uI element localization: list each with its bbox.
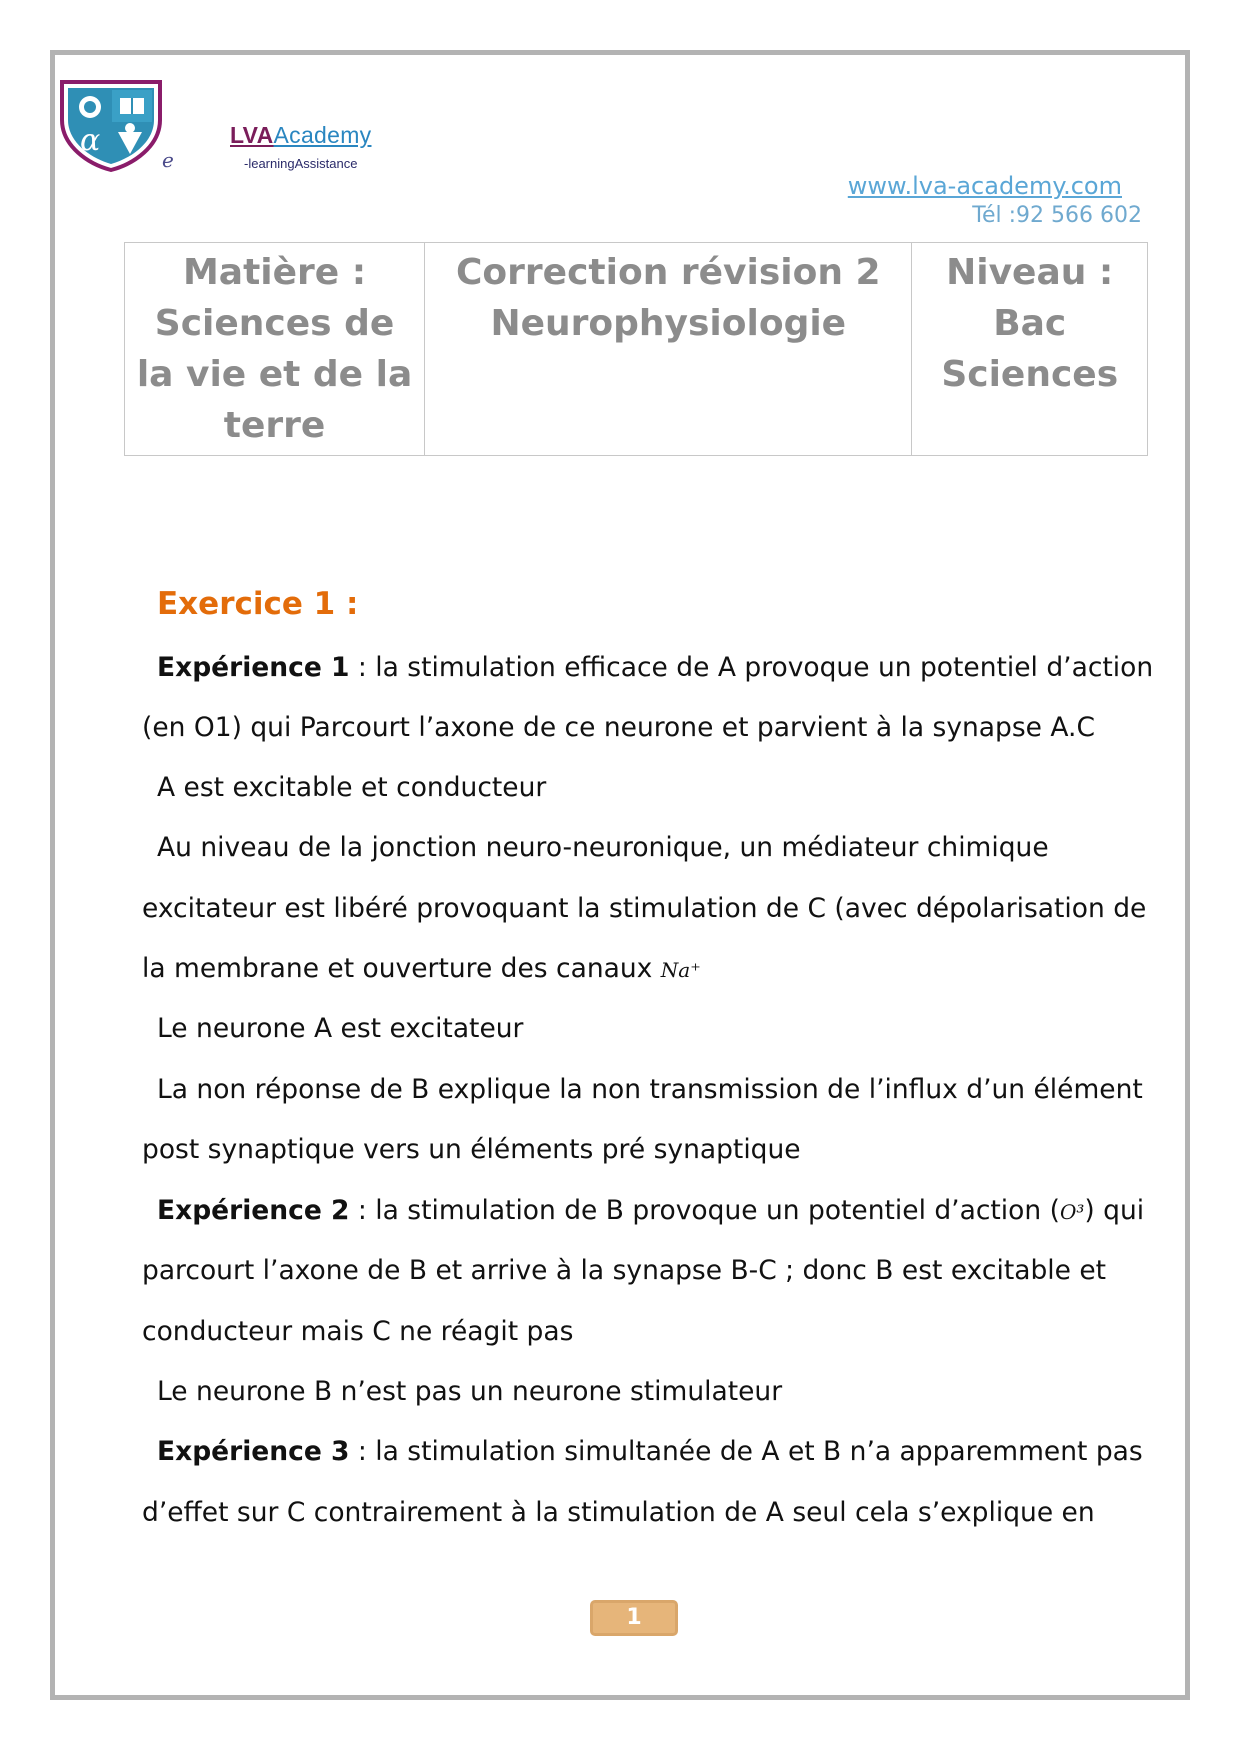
experience-2-text: : la stimulation de B provoque un potentiel d’action ( xyxy=(349,1195,1060,1226)
paragraph-line: Le neurone A est excitateur xyxy=(157,1013,524,1044)
phone-number: Tél :92 566 602 xyxy=(972,203,1142,228)
experience-3-text: : la stimulation simultanée de A et B n’a apparemment pas xyxy=(349,1436,1143,1467)
paragraph-line: Au niveau de la jonction neuro-neuronique, un médiateur chimique xyxy=(157,832,1049,863)
experience-1-text: : la stimulation efficace de A provoque un potentiel d’action xyxy=(349,652,1154,683)
subject-text: Matière : Sciences de la vie et de la terre xyxy=(136,252,413,446)
paragraph-line: (en O1) qui Parcourt l’axone de ce neurone et parvient à la synapse A.C xyxy=(142,712,1095,743)
experience-3-label: Expérience 3 xyxy=(157,1436,350,1467)
title-line-1: Correction révision 2 xyxy=(456,252,881,293)
paragraph-line: post synaptique vers un éléments pré synaptique xyxy=(142,1134,801,1165)
page-number-badge: 1 xyxy=(590,1600,678,1636)
experience-2-tail: ) qui xyxy=(1084,1195,1145,1226)
experience-2-label: Expérience 2 xyxy=(157,1195,350,1226)
experience-1-label: Expérience 1 xyxy=(157,652,350,683)
brand-academy: Academy xyxy=(273,122,372,148)
exercise-title: Exercice 1 : xyxy=(157,586,359,622)
brand-lva: LVA xyxy=(230,122,274,148)
svg-text:α: α xyxy=(80,123,101,158)
lva-academy-logo xyxy=(58,80,164,172)
title-cell xyxy=(425,243,912,456)
paragraph-line: Le neurone B n’est pas un neurone stimulateur xyxy=(157,1376,783,1407)
subject-cell xyxy=(125,243,425,456)
line-6-text: la membrane et ouverture des canaux xyxy=(142,953,661,984)
paragraph-line: conducteur mais C ne réagit pas xyxy=(142,1316,574,1347)
brand-name xyxy=(230,122,371,149)
header-table xyxy=(124,242,1148,456)
sodium-ion-formula: Na⁺ xyxy=(660,958,701,982)
level-text: Niveau : Bac Sciences xyxy=(941,252,1119,395)
brand-subtitle: -learningAssistance xyxy=(244,156,358,171)
paragraph-line: d’effet sur C contrairement à la stimulation de A seul cela s’explique en xyxy=(142,1497,1095,1528)
logo-e-letter: e xyxy=(162,148,174,172)
paragraph-line: parcourt l’axone de B et arrive à la synapse B-C ; donc B est excitable et xyxy=(142,1255,1107,1286)
paragraph-line: A est excitable et conducteur xyxy=(157,772,547,803)
experience-2-line xyxy=(157,1195,1144,1226)
o3-formula: O³ xyxy=(1059,1200,1085,1224)
experience-1-line xyxy=(157,652,1153,683)
paragraph-line: La non réponse de B explique la non transmission de l’influx d’un élément xyxy=(157,1074,1143,1105)
title-line-2: Neurophysiologie xyxy=(490,303,847,344)
paragraph-line xyxy=(142,953,701,984)
paragraph-line: excitateur est libéré provoquant la stimulation de C (avec dépolarisation de xyxy=(142,893,1147,924)
website-link[interactable]: www.lva-academy.com xyxy=(847,172,1122,200)
experience-3-line xyxy=(157,1436,1143,1467)
level-cell xyxy=(912,243,1148,456)
